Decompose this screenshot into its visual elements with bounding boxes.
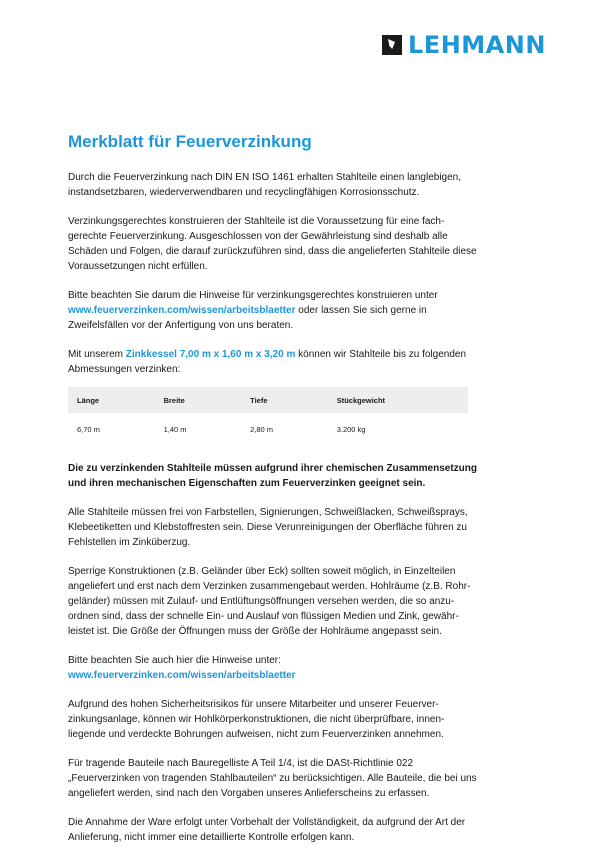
hints-again-text: Bitte beachten Sie auch hier die Hinweise unter: <box>68 655 281 666</box>
company-logo <box>382 33 546 57</box>
intro-paragraph: Durch die Feuerverzinkung nach DIN EN ISO 1461 erhalten Stahlteile einen langlebigen, instandsetzbaren, wiederverwendbaren und recyclingfähigen Korrosionsschutz. <box>68 172 462 198</box>
suitability-paragraph: Die zu verzinkenden Stahlteile müssen aufgrund ihrer chemischen Zusammensetzung und ihren mechanischen Eigenschaften zum Feuerverzinken geeignet sein. <box>68 463 477 489</box>
hints-paragraph <box>68 288 478 333</box>
header-laenge: Länge <box>68 387 155 413</box>
load-bearing-paragraph: Für tragende Bauteile nach Bauregelliste A Teil 1/4, ist die DASt-Richtlinie 022 „Feuerverzinken von tragenden Stahlbauteilen“ zu berücksichtigen. Alle Bauteile, die bei uns angeliefert werden, sind nach den Vorgaben unseres Anlieferscheins zu erfassen. <box>68 758 477 799</box>
kessel-paragraph <box>68 347 478 377</box>
bulky-constructions-paragraph: Sperrige Konstruktionen (z.B. Geländer über Eck) sollten soweit möglich, in Einzelteilen angeliefert und erst nach dem Verzinken zusammengebaut werden. Hohlräume (z.B. Rohr-geländer) müssen mit Zulauf- und Entlüftungsöffnungen versehen werden, die so anzu-ordnen sind, dass der schnelle Ein- und Auslauf von flüssigen Medien und Zink, gewähr-leistet ist. Die Größe der Öffnungen muss der Größe der Hohlräume angepasst sein. <box>68 566 471 637</box>
dimensions-table <box>68 387 468 440</box>
cell-tiefe: 2,80 m <box>250 425 274 434</box>
header-breite: Breite <box>155 387 242 413</box>
arbeitsblaetter-link-2[interactable]: www.feuerverzinken.com/wissen/arbeitsblaetter <box>68 670 296 681</box>
header-tiefe: Tiefe <box>241 387 328 413</box>
table-row <box>68 413 468 440</box>
hints-again-paragraph <box>68 653 478 683</box>
cell-stueckgewicht: 3.200 kg <box>336 425 366 434</box>
acceptance-paragraph: Die Annahme der Ware erfolgt unter Vorbehalt der Vollständigkeit, da aufgrund der Art der Anlieferung, nicht immer eine detaillierte Kontrolle erfolgen kann. <box>68 817 466 843</box>
lehmann-logo-icon <box>382 35 402 55</box>
table-header-row <box>68 387 468 413</box>
hints-text-after: oder lassen Sie sich gerne in Zweifelsfällen vor der Anfertigung von uns beraten. <box>68 305 427 331</box>
safety-paragraph: Aufgrund des hohen Sicherheitsrisikos für unsere Mitarbeiter und unserer Feuerver-zinkungsanlage, können wir Hohlkörperkonstruktionen, die nicht überprüfbare, innen-liegende und verdeckte Bohrungen aufweisen, nicht zum Feuerverzinken annehmen. <box>68 699 445 740</box>
kessel-text-after: können wir Stahlteile bis zu folgenden Abmessungen verzinken: <box>68 349 467 375</box>
cell-breite: 1,40 m <box>163 425 187 434</box>
brand-name: LEHMANN <box>408 31 546 59</box>
page-title: Merkblatt für Feuerverzinkung <box>68 132 312 151</box>
kessel-text-before: Mit unserem <box>68 349 124 360</box>
arbeitsblaetter-link[interactable]: www.feuerverzinken.com/wissen/arbeitsblaetter <box>68 305 296 316</box>
kessel-dimensions: Zinkkessel 7,00 m x 1,60 m x 3,20 m <box>125 349 296 360</box>
document-body <box>68 131 478 859</box>
cell-laenge: 6,70 m <box>77 425 100 434</box>
surface-paragraph: Alle Stahlteile müssen frei von Farbstellen, Signierungen, Schweißlacken, Schweißsprays, Klebeetiketten und Klebstoffresten sein. Diese Verunreinigungen der Oberfläche führen zu Fehlstellen im Zinküberzug. <box>68 507 468 548</box>
hints-text-before: Bitte beachten Sie darum die Hinweise für verzinkungsgerechtes konstruieren unter <box>68 290 438 301</box>
construction-paragraph: Verzinkungsgerechtes konstruieren der Stahlteile ist die Voraussetzung für eine fach-gerechte Feuerverzinkung. Ausgeschlossen von der Gewährleistung sind deshalb alle Schäden und Folgen, die darauf zurückzuführen sind, dass die angelieferten Stahlteile diese Voraussetzungen nicht erfüllen. <box>68 216 477 272</box>
header-stueckgewicht: Stückgewicht <box>328 387 468 413</box>
